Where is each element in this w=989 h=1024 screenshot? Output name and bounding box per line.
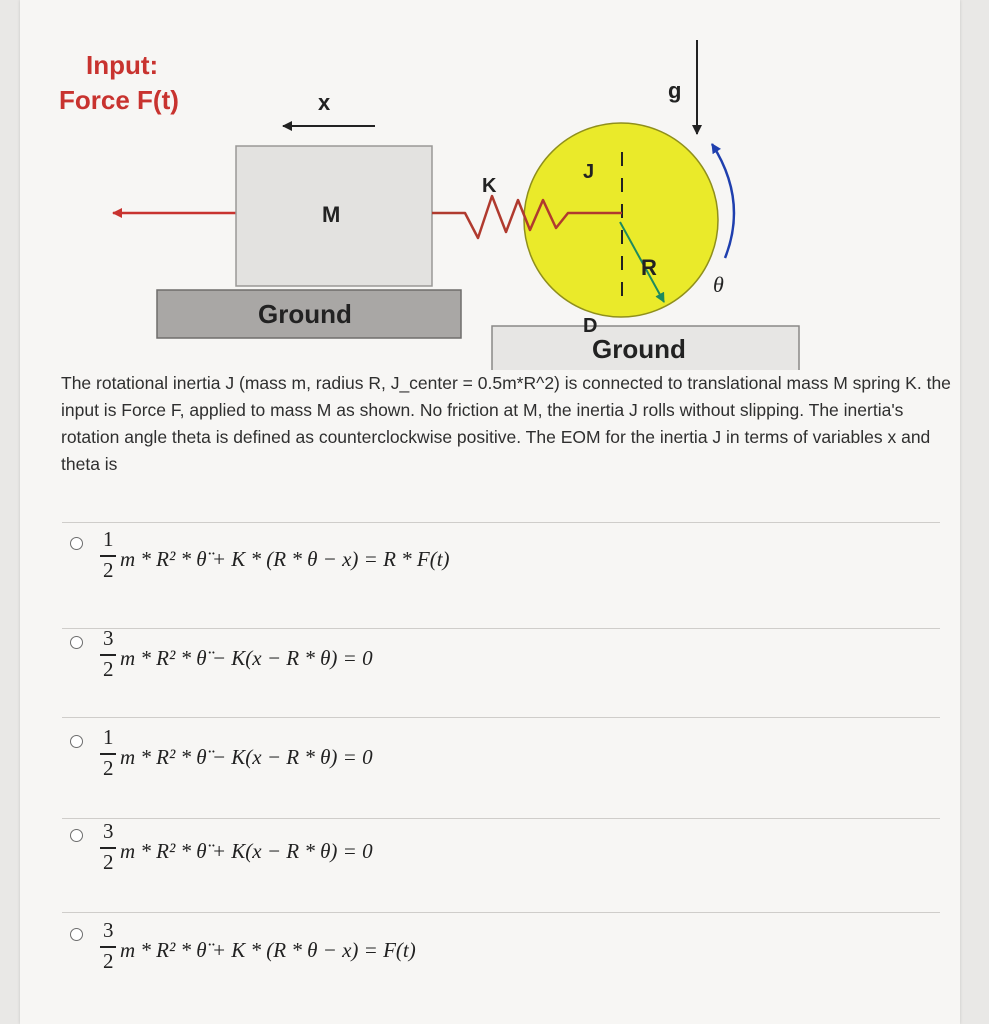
fraction-numerator: 3 — [103, 819, 114, 843]
fraction-bar — [100, 847, 116, 849]
fraction — [100, 725, 122, 787]
equation: m * R² * θ̈ + K(x − R * θ) = 0 — [120, 839, 373, 863]
spring-label: K — [482, 175, 497, 197]
contact-point-label: D — [583, 315, 598, 337]
fraction-denominator: 2 — [103, 657, 114, 681]
equation: m * R² * θ̈ + K * (R * θ − x) = R * F(t) — [120, 547, 450, 571]
answer-option[interactable] — [70, 527, 770, 617]
fraction — [100, 626, 122, 688]
fraction-numerator: 3 — [103, 626, 114, 650]
inertia-label: J — [583, 161, 595, 183]
radio-button[interactable] — [70, 735, 83, 748]
fraction-denominator: 2 — [103, 850, 114, 874]
x-label: x — [318, 90, 331, 115]
separator — [62, 717, 940, 718]
fraction-bar — [100, 654, 116, 656]
theta-label: θ — [713, 272, 724, 297]
fraction-denominator: 2 — [103, 949, 114, 973]
equation: m * R² * θ̈ − K(x − R * θ) = 0 — [120, 745, 373, 769]
radio-button[interactable] — [70, 636, 83, 649]
fraction — [100, 918, 122, 980]
answer-option[interactable] — [70, 918, 770, 1008]
fraction-denominator: 2 — [103, 558, 114, 582]
answer-option[interactable] — [70, 626, 770, 716]
radio-button[interactable] — [70, 829, 83, 842]
radio-button[interactable] — [70, 928, 83, 941]
answer-option[interactable] — [70, 819, 770, 909]
separator — [62, 628, 940, 629]
force-label: Force F(t) — [59, 85, 179, 115]
answer-option[interactable] — [70, 725, 770, 815]
ground-left-label: Ground — [258, 299, 352, 329]
fraction — [100, 819, 122, 881]
fraction — [100, 527, 122, 589]
question-text: The rotational inertia J (mass m, radius R, J_center = 0.5m*R^2) is connected to translational mass M spring K. the input is Force F, applied to mass M as shown. No friction at M, the inertia J rolls without slipping. The inertia's rotation angle theta is defined as counterclockwise positive. The EOM for the inertia J in terms of variables x and theta is — [61, 373, 951, 474]
input-label: Input: — [86, 50, 159, 80]
fraction-numerator: 3 — [103, 918, 114, 942]
mechanical-system-diagram — [0, 0, 989, 370]
fraction-bar — [100, 946, 116, 948]
gravity-label: g — [668, 78, 682, 103]
fraction-bar — [100, 753, 116, 755]
radio-button[interactable] — [70, 537, 83, 550]
equation: m * R² * θ̈ − K(x − R * θ) = 0 — [120, 646, 373, 670]
radius-label: R — [641, 255, 657, 280]
fraction-numerator: 1 — [103, 725, 114, 749]
equation: m * R² * θ̈ + K * (R * θ − x) = F(t) — [120, 938, 416, 962]
fraction-numerator: 1 — [103, 527, 114, 551]
separator — [62, 912, 940, 913]
fraction-denominator: 2 — [103, 756, 114, 780]
separator — [62, 818, 940, 819]
ground-right-label: Ground — [592, 334, 686, 364]
fraction-bar — [100, 555, 116, 557]
separator — [62, 522, 940, 523]
mass-label: M — [322, 202, 341, 227]
